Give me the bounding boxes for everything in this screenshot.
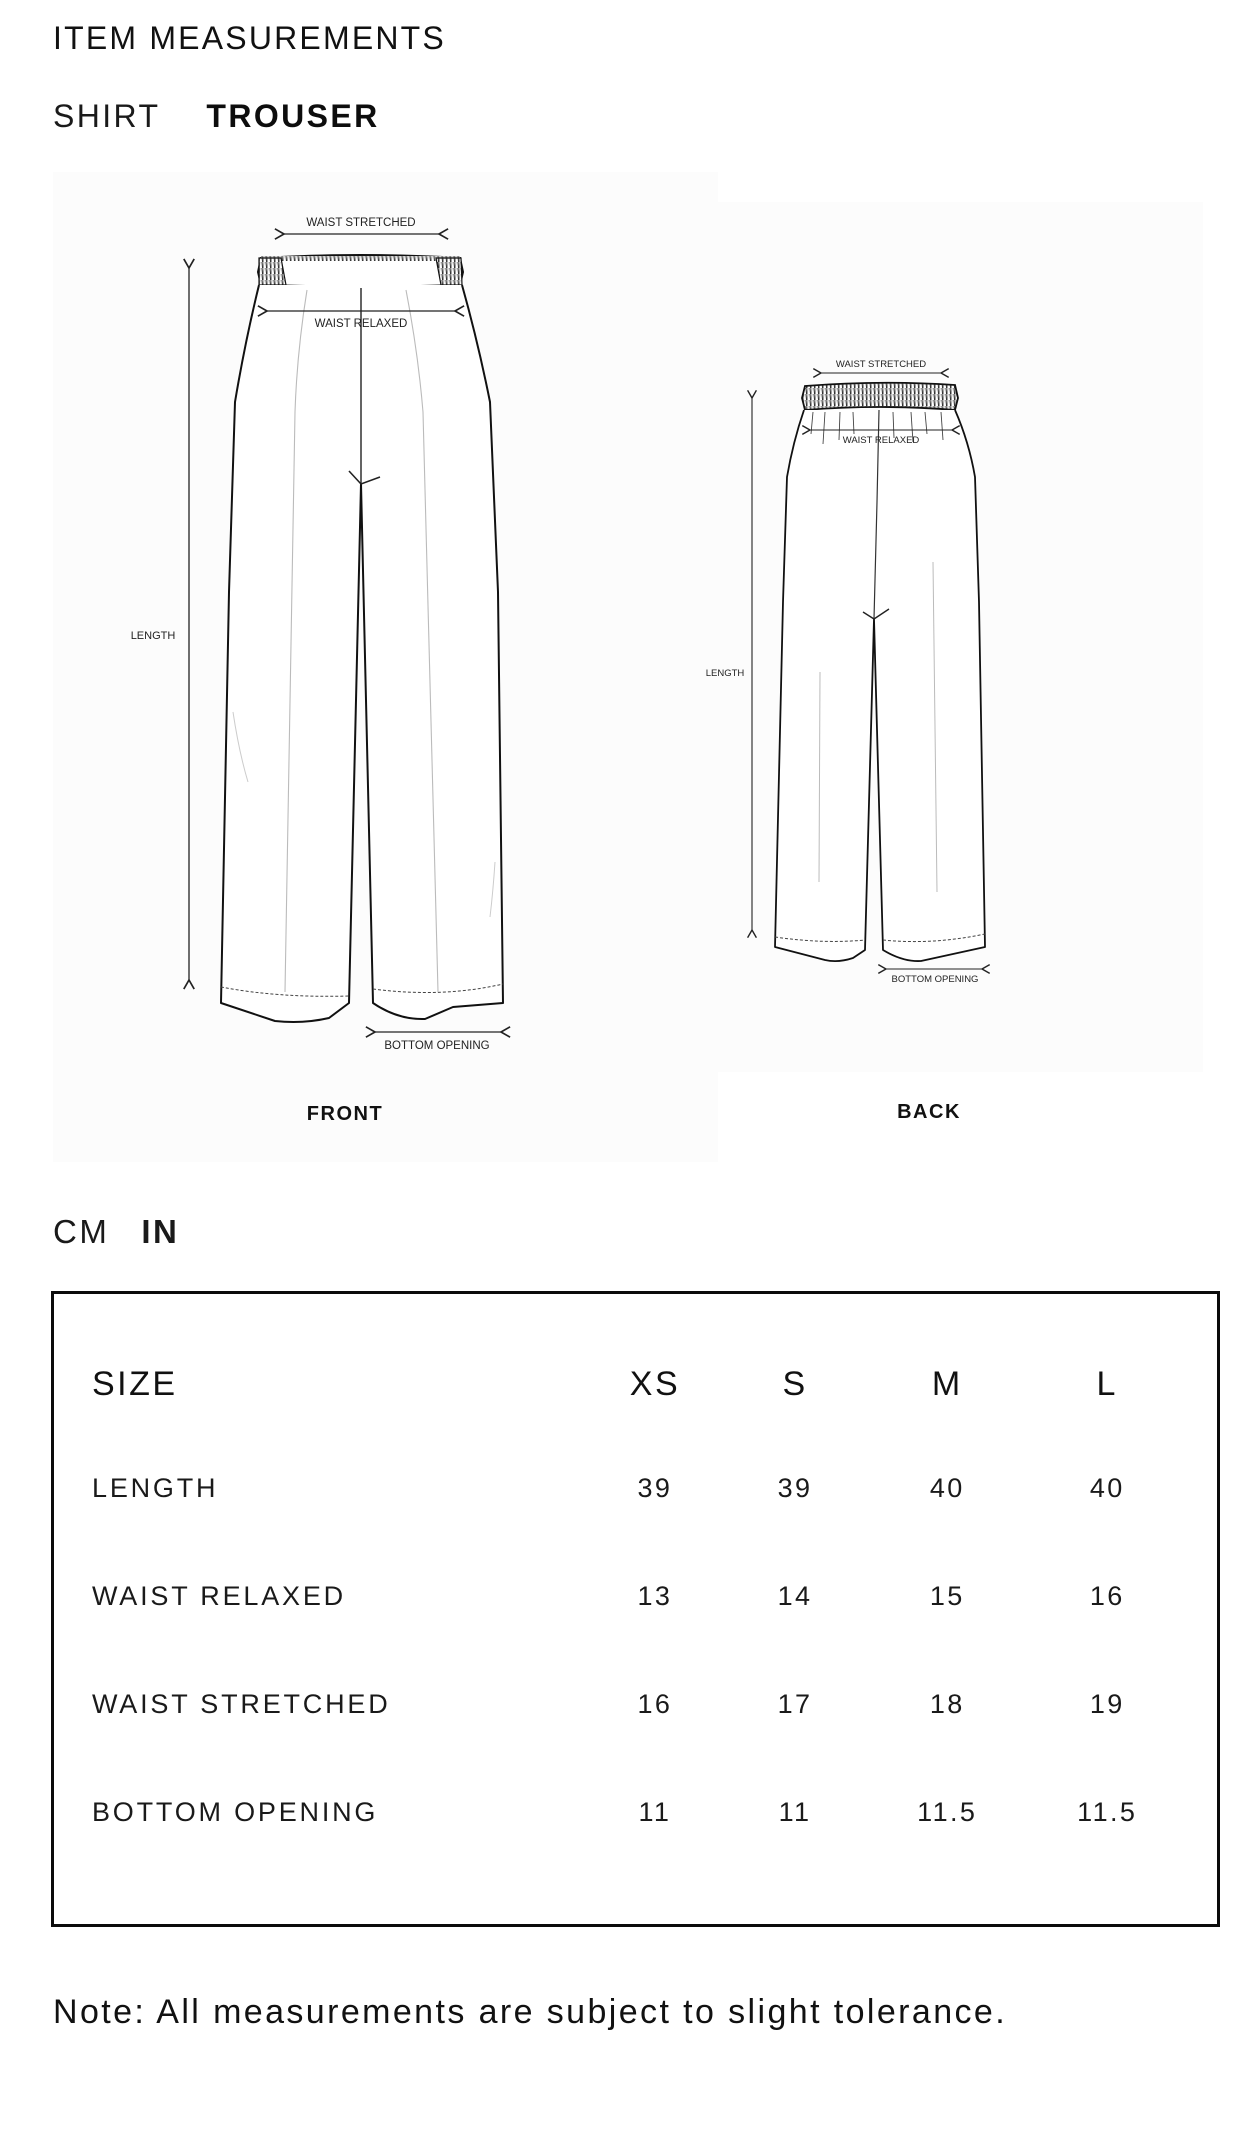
row-label-waist-relaxed: WAIST RELAXED	[92, 1580, 346, 1611]
unit-toggle	[53, 1210, 179, 1254]
section-title: ITEM MEASUREMENTS	[53, 20, 446, 56]
front-length-label: LENGTH	[130, 630, 176, 642]
back-view-label: BACK	[897, 1101, 961, 1123]
cell-value: 13	[637, 1580, 673, 1611]
table-row	[92, 1434, 1192, 1542]
cell-value: 40	[929, 1472, 965, 1503]
tab-shirt[interactable]: SHIRT	[53, 98, 161, 134]
cell-value: 11.5	[917, 1796, 978, 1827]
front-bottom-opening-label: BOTTOM OPENING	[384, 1040, 490, 1052]
cell-value: 11	[778, 1796, 812, 1827]
table-row	[92, 1758, 1192, 1866]
cell-value: 39	[777, 1472, 813, 1503]
back-bottom-opening-label: BOTTOM OPENING	[891, 974, 979, 985]
cell-value: 14	[777, 1580, 813, 1611]
size-chart-table	[92, 1334, 1192, 1866]
table-row	[92, 1650, 1192, 1758]
header-size: SIZE	[92, 1364, 178, 1403]
measurement-illustration	[53, 172, 1203, 1162]
front-waist-stretched-label: WAIST STRETCHED	[306, 217, 416, 229]
cell-value: 39	[637, 1472, 673, 1503]
back-waist-stretched-label: WAIST STRETCHED	[835, 359, 927, 370]
cell-value: 40	[1089, 1472, 1125, 1503]
row-label-length: LENGTH	[92, 1472, 219, 1503]
cell-value: 17	[777, 1688, 813, 1719]
cell-value: 19	[1089, 1688, 1125, 1719]
row-label-bottom-opening: BOTTOM OPENING	[92, 1796, 379, 1827]
front-view-label: FRONT	[306, 1103, 384, 1125]
cell-value: 18	[929, 1688, 965, 1719]
garment-tabs	[53, 96, 380, 136]
cell-value: 11	[638, 1796, 672, 1827]
table-row	[92, 1542, 1192, 1650]
front-waist-relaxed-label: WAIST RELAXED	[314, 318, 408, 330]
header-l: L	[1096, 1364, 1118, 1403]
table-header-row	[92, 1334, 1192, 1434]
unit-cm-button[interactable]: CM	[53, 1213, 110, 1250]
row-label-waist-stretched: WAIST STRETCHED	[92, 1688, 391, 1719]
back-waist-relaxed-label: WAIST RELAXED	[842, 435, 920, 446]
cell-value: 16	[637, 1688, 673, 1719]
header-m: M	[931, 1364, 963, 1403]
tolerance-note: Note: All measurements are subject to slight tolerance.	[53, 1993, 1008, 2031]
header-s: S	[782, 1364, 808, 1403]
cell-value: 16	[1089, 1580, 1125, 1611]
cell-value: 11.5	[1077, 1796, 1138, 1827]
header-xs: XS	[629, 1364, 681, 1403]
size-chart-box	[51, 1291, 1220, 1927]
unit-in-button[interactable]: IN	[141, 1213, 180, 1250]
tab-trouser[interactable]: TROUSER	[206, 98, 380, 134]
cell-value: 15	[929, 1580, 965, 1611]
back-length-label: LENGTH	[705, 668, 745, 679]
